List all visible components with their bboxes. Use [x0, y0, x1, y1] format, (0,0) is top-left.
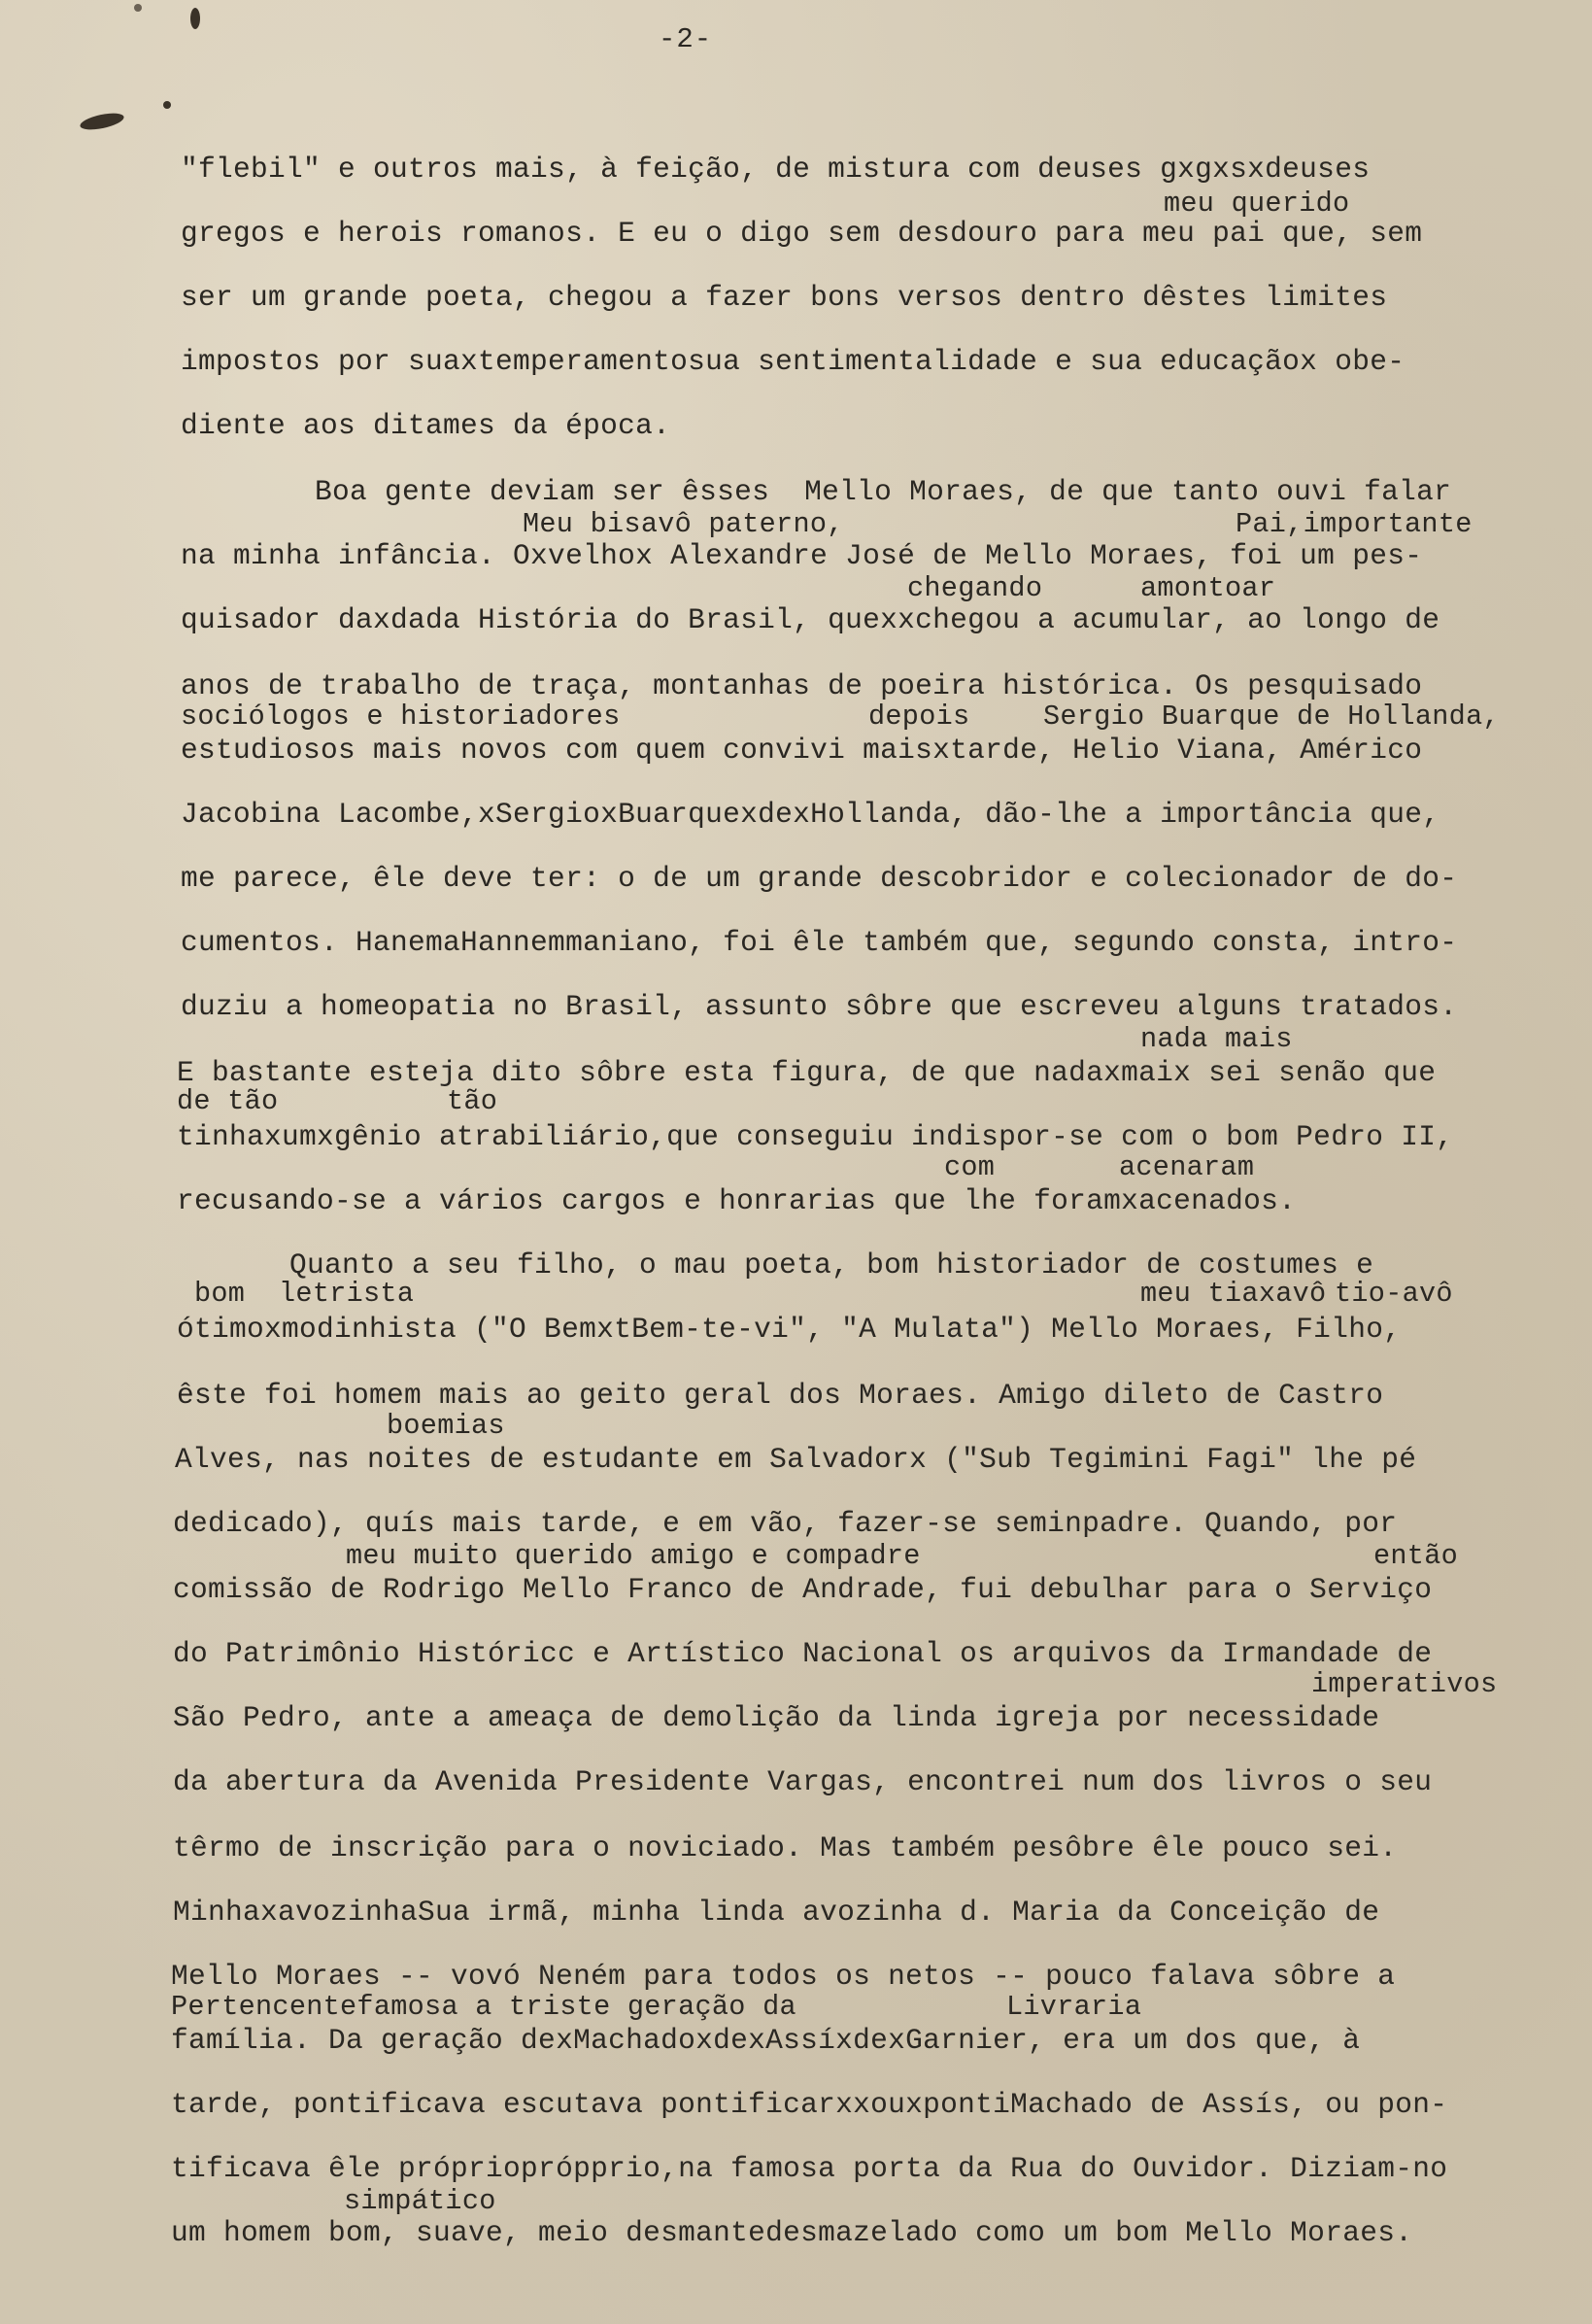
- text-line: estudiosos mais novos com quem convivi maisxtarde, Helio Viana, Américo: [181, 734, 1423, 767]
- text-line: ótimoxmodinhista ("O BemxtBem-te-vi", "A Mulata") Mello Moraes, Filho,: [177, 1313, 1402, 1346]
- text-line: Alves, nas noites de estudante em Salvadorx ("Sub Tegimini Fagi" lhe pé: [175, 1443, 1417, 1476]
- text-line: quisador daxdada História do Brasil, quexxchegou a acumular, ao longo de: [181, 603, 1440, 636]
- text-line: Boa gente deviam ser êsses Mello Moraes, de que tanto ouvi falar: [315, 475, 1452, 508]
- text-line: um homem bom, suave, meio desmantedesmazelado como um bom Mello Moraes.: [171, 2216, 1413, 2249]
- inserted-text: Sergio Buarque de Hollanda,: [1043, 701, 1500, 733]
- text-line: tificava êle próprioprópprio,na famosa porta da Rua do Ouvidor. Diziam-no: [171, 2152, 1448, 2185]
- inserted-text: sociólogos e historiadores: [181, 701, 621, 733]
- text-line: E bastante esteja dito sôbre esta figura, de que nadaxmaix sei senão que: [177, 1056, 1437, 1089]
- text-line: êste foi homem mais ao geito geral dos Moraes. Amigo dileto de Castro: [177, 1379, 1384, 1412]
- inserted-text: depois: [868, 701, 970, 733]
- text-line: anos de trabalho de traça, montanhas de poeira histórica. Os pesquisado: [181, 669, 1423, 702]
- inserted-text: simpático: [344, 2185, 496, 2217]
- inserted-text: imperativos: [1311, 1668, 1498, 1700]
- text-line: duziu a homeopatia no Brasil, assunto sôbre que escreveu alguns tratados.: [181, 990, 1458, 1023]
- text-line: tarde, pontificava escutava pontificarxxouxpontiMachado de Assís, ou pon-: [171, 2088, 1448, 2121]
- text-line: ser um grande poeta, chegou a fazer bons versos dentro dêstes limites: [181, 281, 1388, 314]
- ink-stain: [134, 4, 142, 12]
- inserted-text: meu tiaxavô: [1140, 1278, 1327, 1310]
- inserted-text: chegando: [907, 572, 1043, 604]
- text-line: na minha infância. Oxvelhox Alexandre José de Mello Moraes, foi um pes-: [181, 539, 1423, 572]
- text-line: comissão de Rodrigo Mello Franco de Andrade, fui debulhar para o Serviço: [173, 1573, 1433, 1606]
- inserted-text: então: [1373, 1540, 1459, 1572]
- inserted-text: meu querido: [1164, 188, 1350, 220]
- text-line: impostos por suaxtemperamentosua sentimentalidade e sua educaçãox obe-: [181, 345, 1406, 378]
- text-line: Jacobina Lacombe,xSergioxBuarquexdexHollanda, dão-lhe a importância que,: [181, 798, 1440, 831]
- inserted-text: com: [944, 1151, 996, 1183]
- text-line: recusando-se a vários cargos e honrarias que lhe foramxacenados.: [177, 1184, 1297, 1217]
- inserted-text: meu muito querido amigo e compadre: [346, 1540, 921, 1572]
- inserted-text: Meu bisavô paterno,: [523, 508, 844, 540]
- inserted-text: nada mais: [1140, 1023, 1293, 1055]
- text-line: me parece, êle deve ter: o de um grande descobridor e colecionador de do-: [181, 862, 1458, 895]
- text-line: gregos e herois romanos. E eu o digo sem desdouro para meu pai que, sem: [181, 217, 1423, 250]
- inserted-text: tio-avô: [1335, 1278, 1453, 1310]
- inserted-text: de tão: [177, 1085, 279, 1117]
- text-line: cumentos. HanemaHannemmaniano, foi êle também que, segundo consta, intro-: [181, 926, 1458, 959]
- inserted-text: Pertencentefamosa a triste geração da: [171, 1991, 796, 2023]
- text-line: "flebil" e outros mais, à feição, de mistura com deuses gxgxsxdeuses: [181, 153, 1371, 186]
- text-line: do Patrimônio Históricc e Artístico Nacional os arquivos da Irmandade de: [173, 1637, 1433, 1670]
- ink-stain: [190, 8, 200, 29]
- text-line: São Pedro, ante a ameaça de demolição da linda igreja por necessidade: [173, 1701, 1380, 1734]
- text-line: Quanto a seu filho, o mau poeta, bom historiador de costumes e: [289, 1248, 1374, 1282]
- inserted-text: Pai,importante: [1236, 508, 1473, 540]
- text-line: têrmo de inscrição para o noviciado. Mas também pesôbre êle pouco sei.: [173, 1831, 1398, 1864]
- text-line: diente aos ditames da época.: [181, 409, 671, 442]
- page-number: -2-: [659, 23, 713, 55]
- inserted-text: Livraria: [1006, 1991, 1142, 2023]
- text-line: Mello Moraes -- vovó Neném para todos os netos -- pouco falava sôbre a: [171, 1960, 1396, 1993]
- ink-stain: [163, 101, 171, 109]
- text-line: tinhaxumxgênio atrabiliário,que conseguiu indispor-se com o bom Pedro II,: [177, 1120, 1454, 1153]
- text-line: da abertura da Avenida Presidente Vargas, encontrei num dos livros o seu: [173, 1765, 1433, 1798]
- text-line: MinhaxavozinhaSua irmã, minha linda avozinha d. Maria da Conceição de: [173, 1896, 1380, 1929]
- inserted-text: tão: [447, 1085, 498, 1117]
- inserted-text: amontoar: [1140, 572, 1276, 604]
- text-line: dedicado), quís mais tarde, e em vão, fazer-se seminpadre. Quando, por: [173, 1507, 1398, 1540]
- inserted-text: acenaram: [1119, 1151, 1255, 1183]
- ink-stain: [79, 110, 125, 132]
- text-line: família. Da geração dexMachadoxdexAssíxdexGarnier, era um dos que, à: [171, 2024, 1361, 2057]
- inserted-text: boemias: [387, 1410, 505, 1442]
- inserted-text: bom letrista: [194, 1278, 415, 1310]
